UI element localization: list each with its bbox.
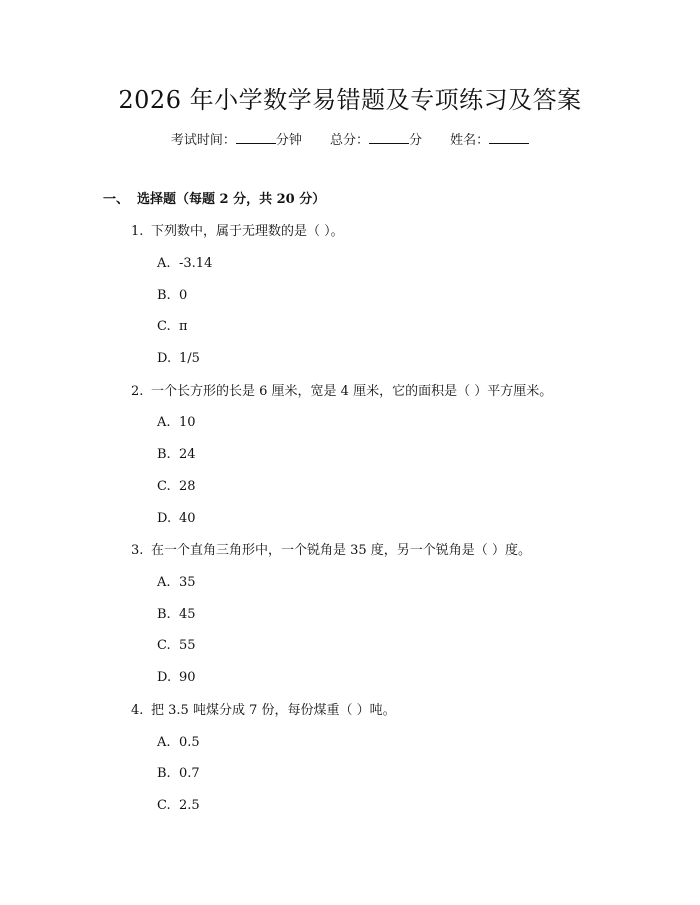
option-letter: A. (157, 735, 171, 750)
question-3 (131, 542, 531, 560)
question-3-option-c (157, 637, 196, 655)
option-letter: A. (157, 575, 171, 590)
option-letter: C. (157, 638, 171, 653)
option-letter: A. (157, 415, 171, 430)
option-text: 45 (179, 607, 196, 622)
question-1-option-c (157, 318, 188, 336)
question-1 (131, 223, 344, 241)
option-letter: B. (157, 607, 171, 622)
option-letter: B. (157, 288, 171, 303)
option-text: 0 (179, 288, 188, 303)
option-letter: D. (157, 351, 172, 366)
question-number: 3. (131, 543, 144, 558)
question-1-option-d (157, 350, 200, 368)
question-4-option-c (157, 797, 200, 815)
question-2 (131, 383, 552, 401)
option-text: 28 (179, 479, 196, 494)
question-number: 1. (131, 224, 144, 239)
option-letter: D. (157, 511, 172, 526)
question-text: 在一个直角三角形中，一个锐角是 35 度，另一个锐角是（ ）度。 (151, 543, 531, 558)
question-text: 一个长方形的长是 6 厘米，宽是 4 厘米，它的面积是（ ）平方厘米。 (151, 384, 553, 399)
name-field (450, 131, 529, 150)
question-1-option-a (157, 255, 212, 273)
page-title: 2026 年小学数学易错题及专项练习及答案 (118, 86, 582, 114)
option-letter: A. (157, 256, 171, 271)
option-letter: C. (157, 319, 171, 334)
question-1-option-b (157, 287, 187, 305)
total-score-label: 总分： (329, 133, 369, 148)
option-letter: C. (157, 479, 171, 494)
option-text: 0.7 (179, 766, 200, 781)
option-text: 55 (179, 638, 196, 653)
question-2-option-c (157, 478, 196, 496)
option-text: 40 (179, 511, 196, 526)
question-4-option-b (157, 765, 200, 783)
question-text: 把 3.5 吨煤分成 7 份，每份煤重（ ）吨。 (151, 703, 396, 718)
option-text: 1/5 (179, 351, 200, 366)
question-2-option-a (157, 414, 196, 432)
question-4 (131, 702, 396, 720)
option-letter: B. (157, 447, 171, 462)
question-2-option-b (157, 446, 196, 464)
option-text: 10 (179, 415, 196, 430)
exam-meta (0, 131, 700, 150)
question-number: 2. (131, 384, 144, 399)
question-2-option-d (157, 510, 196, 528)
exam-time-blank (236, 131, 276, 144)
option-letter: C. (157, 798, 171, 813)
section-number: 一、 (103, 192, 130, 207)
name-label: 姓名： (450, 133, 490, 148)
total-score-blank (369, 131, 409, 144)
question-4-option-a (157, 734, 200, 752)
total-score-unit: 分 (409, 133, 423, 148)
exam-time-unit: 分钟 (275, 133, 302, 148)
option-text: 2.5 (179, 798, 200, 813)
question-3-option-a (157, 574, 196, 592)
option-text: -3.14 (179, 256, 213, 271)
name-blank (489, 131, 529, 144)
section-heading (103, 191, 325, 209)
question-text: 下列数中，属于无理数的是（ ）。 (151, 224, 344, 239)
option-letter: B. (157, 766, 171, 781)
exam-time-label: 考试时间： (170, 133, 236, 148)
question-3-option-b (157, 606, 196, 624)
option-text: 24 (179, 447, 196, 462)
question-number: 4. (131, 703, 144, 718)
section-title: 选择题（每题 2 分，共 20 分） (137, 192, 326, 207)
total-score-field (330, 131, 422, 150)
option-text: 0.5 (179, 735, 200, 750)
question-3-option-d (157, 669, 196, 687)
option-text: π (179, 319, 188, 334)
option-text: 35 (179, 575, 196, 590)
exam-time-field (171, 131, 302, 150)
option-letter: D. (157, 670, 172, 685)
option-text: 90 (179, 670, 196, 685)
